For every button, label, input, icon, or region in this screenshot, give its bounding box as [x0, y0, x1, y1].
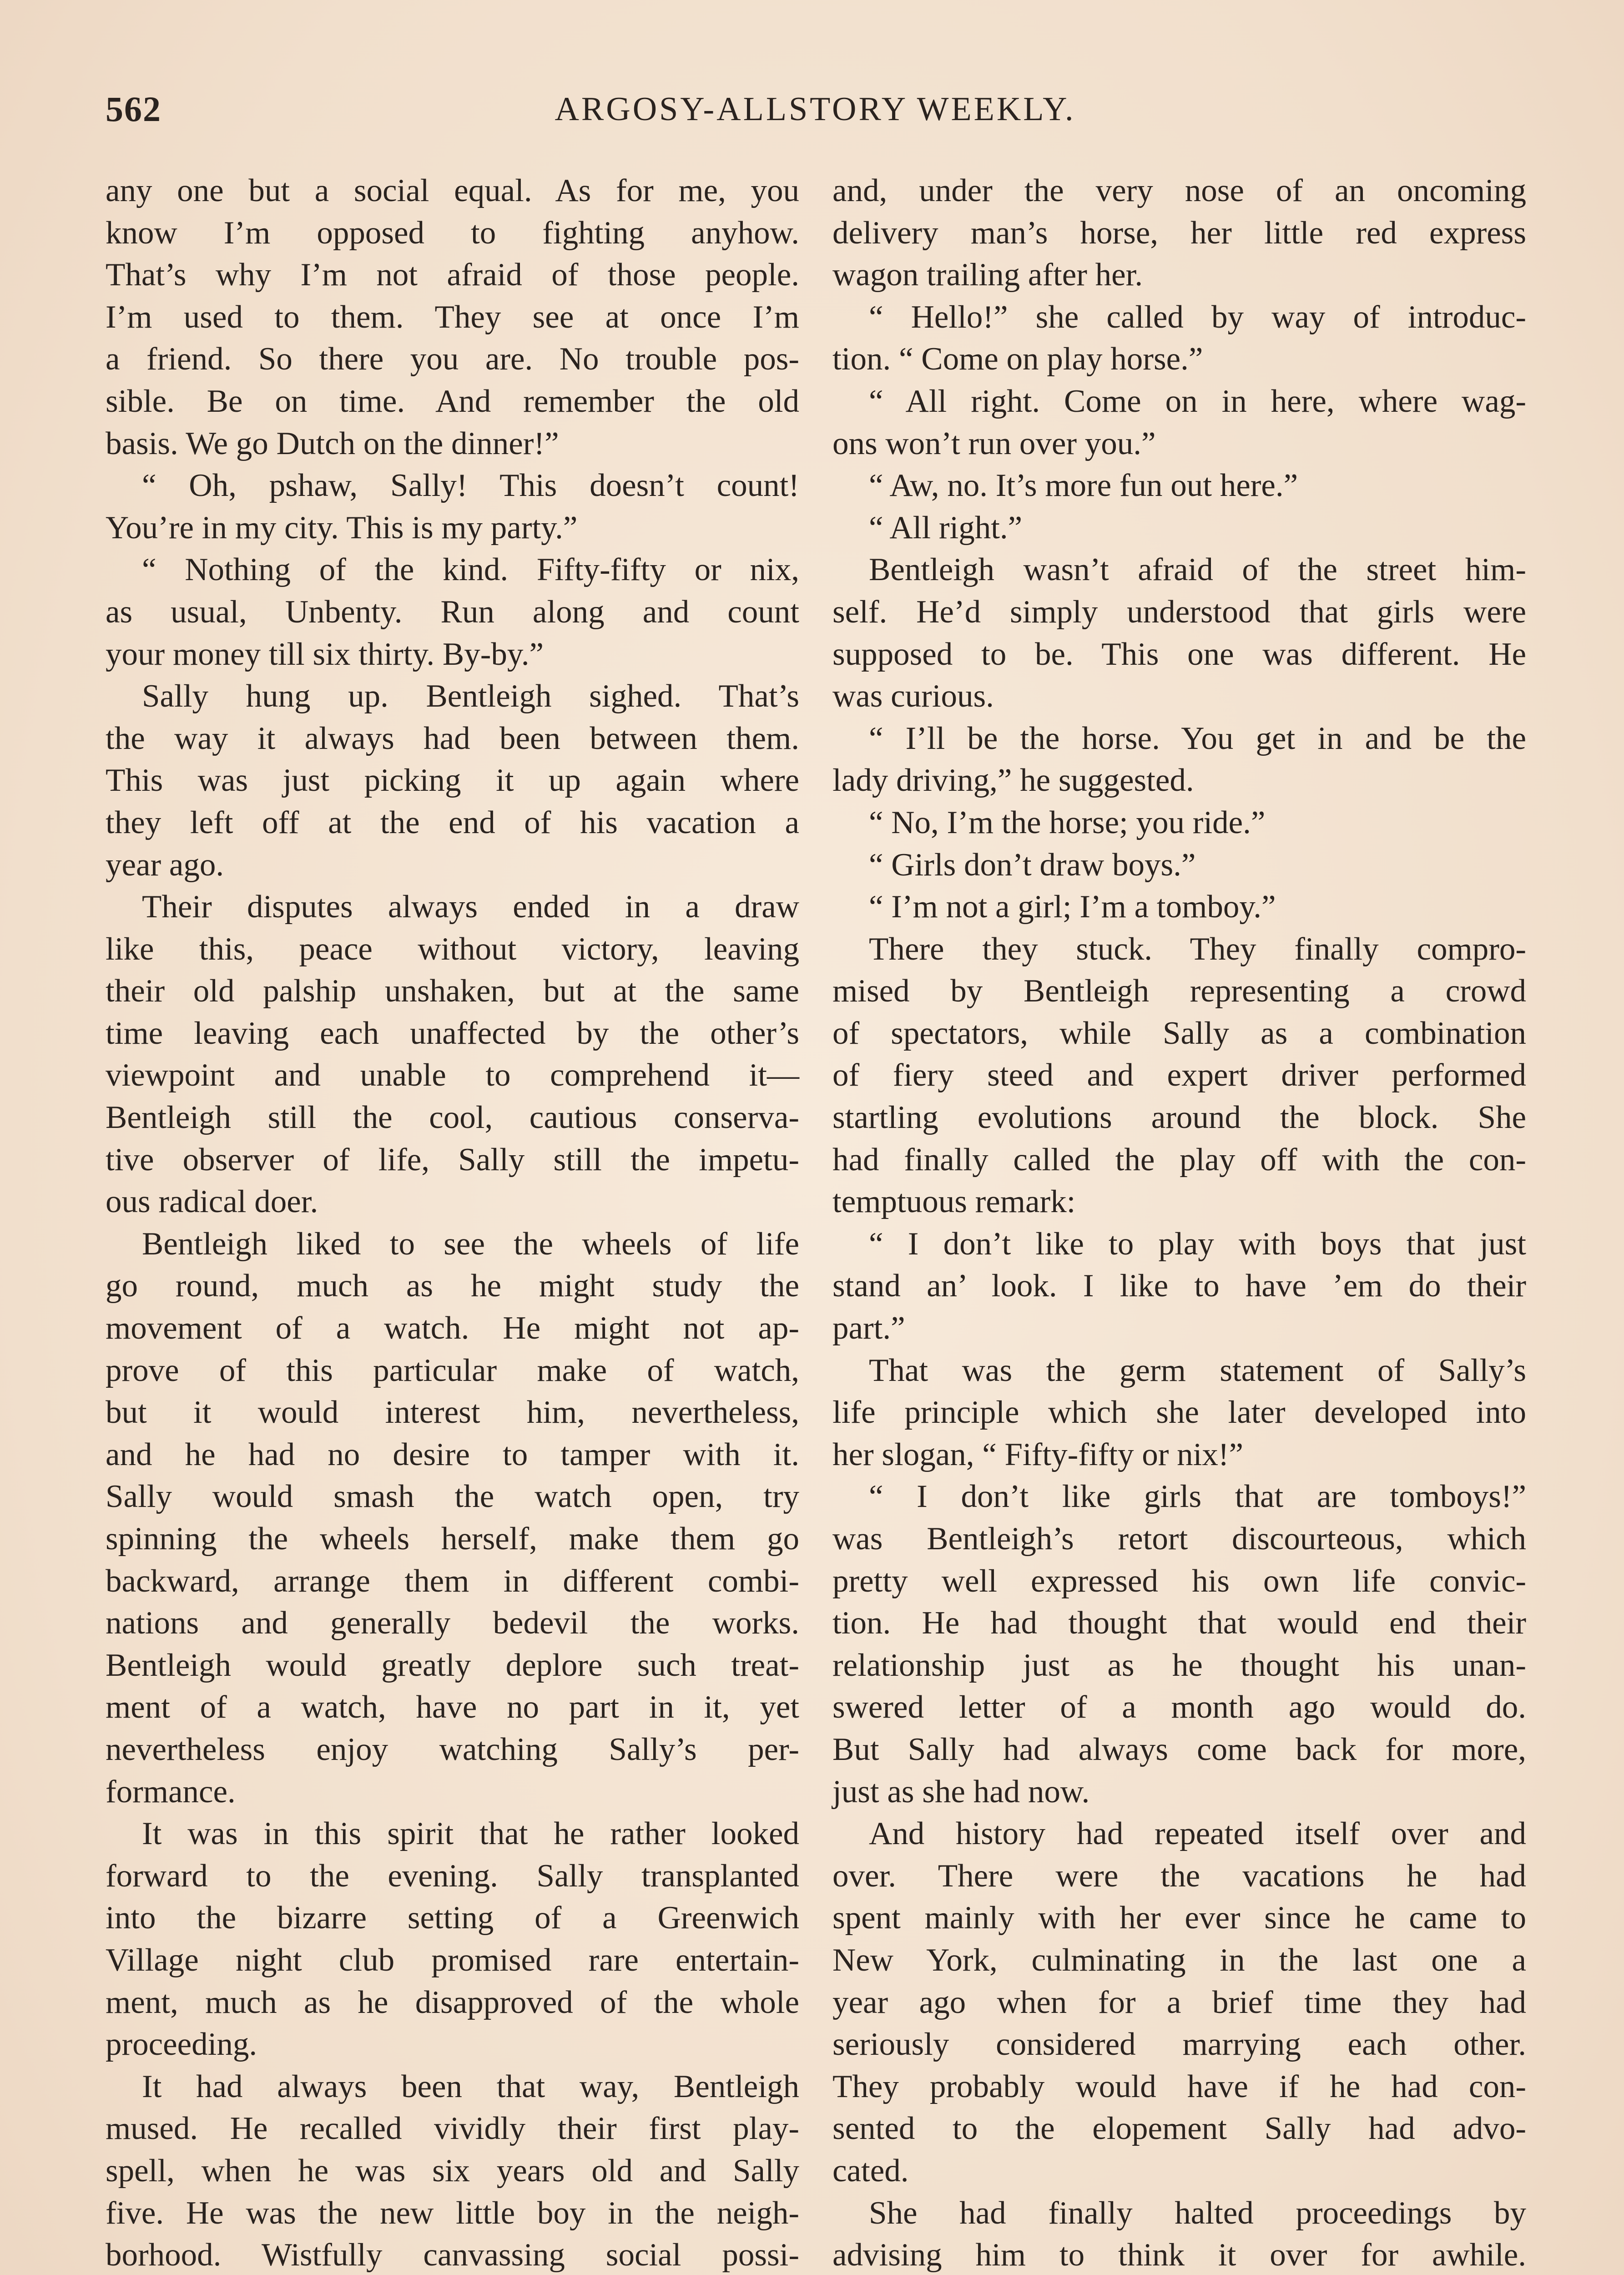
text-line: swered letter of a month ago would do.	[832, 1689, 1526, 1725]
text-line: temptuous remark:	[832, 1184, 1076, 1220]
text-line: Bentleigh would greatly deplore such treat-	[106, 1647, 799, 1683]
text-line: seriously considered marrying each other.	[832, 2027, 1526, 2063]
text-line: viewpoint and unable to comprehend it—	[106, 1057, 799, 1093]
text-line: cated.	[832, 2153, 909, 2189]
page-header	[106, 84, 1525, 134]
text-line: New York, culminating in the last one a	[832, 1942, 1526, 1978]
text-line: ment of a watch, have no part in it, yet	[106, 1689, 799, 1725]
text-line: life principle which she later developed into	[832, 1395, 1526, 1431]
text-line: ous radical doer.	[106, 1184, 318, 1220]
text-line: part.”	[832, 1310, 905, 1346]
text-line: delivery man’s horse, her little red express	[832, 215, 1526, 251]
text-line: five. He was the new little boy in the neigh-	[106, 2195, 799, 2231]
text-line: and, under the very nose of an oncoming	[832, 173, 1526, 208]
text-line: just as she had now.	[832, 1774, 1090, 1810]
text-line: “ Aw, no. It’s more fun out here.”	[869, 468, 1298, 504]
text-line: time leaving each unaffected by the other’s	[106, 1015, 799, 1051]
text-line: nevertheless enjoy watching Sally’s per-	[106, 1731, 799, 1767]
text-line: But Sally had always come back for more,	[832, 1731, 1526, 1767]
text-line: “ All right. Come on in here, where wag-	[869, 383, 1526, 419]
text-line: lady driving,” he suggested.	[832, 763, 1194, 799]
text-line: year ago when for a brief time they had	[832, 1984, 1526, 2020]
text-line: like this, peace without victory, leaving	[106, 931, 799, 967]
text-line: That was the germ statement of Sally’s	[869, 1352, 1526, 1388]
text-line: borhood. Wistfully canvassing social possi-	[106, 2237, 799, 2273]
text-line: sible. Be on time. And remember the old	[106, 383, 799, 419]
right-column	[832, 170, 1526, 2275]
text-line: any one but a social equal. As for me, you	[106, 173, 799, 208]
text-line: And history had repeated itself over and	[869, 1816, 1526, 1852]
text-line: They probably would have if he had con-	[832, 2068, 1526, 2104]
text-line: ons won’t run over you.”	[832, 425, 1156, 461]
text-line: Bentleigh still the cool, cautious conserva-	[106, 1100, 799, 1136]
left-column	[106, 170, 799, 2275]
text-line: a friend. So there you are. No trouble pos-	[106, 341, 799, 377]
text-line: they left off at the end of his vacation a	[106, 804, 799, 840]
text-line: “ I don’t like to play with boys that just	[869, 1226, 1526, 1262]
text-line: into the bizarre setting of a Greenwich	[106, 1900, 799, 1936]
text-line: stand an’ look. I like to have ’em do their	[832, 1268, 1526, 1304]
running-head: ARGOSY-ALLSTORY WEEKLY.	[555, 91, 1076, 128]
text-line: formance.	[106, 1774, 236, 1810]
text-line: over. There were the vacations he had	[832, 1858, 1526, 1894]
text-line: as usual, Unbenty. Run along and count	[106, 594, 799, 630]
text-line: nations and generally bedevil the works.	[106, 1605, 799, 1641]
text-line: I’m used to them. They see at once I’m	[106, 299, 799, 335]
text-line: tion. He had thought that would end their	[832, 1605, 1526, 1641]
text-line: her slogan, “ Fifty-fifty or nix!”	[832, 1436, 1244, 1472]
text-line: relationship just as he thought his unan-	[832, 1647, 1526, 1683]
text-line: their old palship unshaken, but at the same	[106, 973, 799, 1009]
text-line: Their disputes always ended in a draw	[142, 889, 799, 925]
text-line: go round, much as he might study the	[106, 1268, 799, 1304]
text-line: spinning the wheels herself, make them go	[106, 1521, 799, 1557]
text-line: It had always been that way, Bentleigh	[142, 2068, 799, 2104]
text-line: Bentleigh liked to see the wheels of life	[142, 1226, 799, 1262]
text-line: forward to the evening. Sally transplanted	[106, 1858, 799, 1894]
text-line: of spectators, while Sally as a combination	[832, 1015, 1526, 1051]
text-line: “ Girls don’t draw boys.”	[869, 847, 1196, 883]
text-line: “ All right.”	[869, 510, 1023, 546]
text-line: It was in this spirit that he rather looked	[142, 1816, 799, 1852]
text-line: self. He’d simply understood that girls were	[832, 594, 1526, 630]
text-line: “ I’ll be the horse. You get in and be the	[869, 720, 1526, 756]
text-line: “ I don’t like girls that are tomboys!”	[869, 1479, 1526, 1515]
text-line: tion. “ Come on play horse.”	[832, 341, 1203, 377]
text-line: proceeding.	[106, 2027, 257, 2063]
text-line: backward, arrange them in different combi-	[106, 1563, 799, 1599]
text-line: tive observer of life, Sally still the impetu-	[106, 1142, 799, 1178]
text-line: Village night club promised rare entertain-	[106, 1942, 799, 1978]
text-line: sented to the elopement Sally had advo-	[832, 2111, 1526, 2147]
text-line: movement of a watch. He might not ap-	[106, 1310, 799, 1346]
page-number: 562	[106, 89, 161, 129]
text-line: your money till six thirty. By-by.”	[106, 636, 544, 672]
text-line: pretty well expressed his own life convic-	[832, 1563, 1526, 1599]
text-line: This was just picking it up again where	[106, 763, 799, 799]
text-line: You’re in my city. This is my party.”	[106, 510, 578, 546]
text-line: “ Oh, pshaw, Sally! This doesn’t count!	[142, 468, 799, 504]
text-line: “ No, I’m the horse; you ride.”	[869, 804, 1266, 840]
text-line: of fiery steed and expert driver performed	[832, 1057, 1526, 1093]
text-line: spell, when he was six years old and Sally	[106, 2153, 799, 2189]
text-line: ment, much as he disapproved of the whole	[106, 1984, 799, 2020]
text-line: Sally would smash the watch open, try	[106, 1479, 799, 1515]
text-line: startling evolutions around the block. She	[832, 1100, 1526, 1136]
text-line: She had finally halted proceedings by	[869, 2195, 1526, 2231]
text-line: spent mainly with her ever since he came to	[832, 1900, 1526, 1936]
text-line: know I’m opposed to fighting anyhow.	[106, 215, 799, 251]
text-line: was Bentleigh’s retort discourteous, which	[832, 1521, 1526, 1557]
text-line: advising him to think it over for awhile.	[832, 2237, 1526, 2273]
text-line: the way it always had been between them.	[106, 720, 799, 756]
text-line: Bentleigh wasn’t afraid of the street him-	[869, 552, 1526, 588]
text-line: was curious.	[832, 678, 994, 714]
text-line: supposed to be. This one was different. He	[832, 636, 1526, 672]
text-line: Sally hung up. Bentleigh sighed. That’s	[142, 678, 799, 714]
text-line: prove of this particular make of watch,	[106, 1352, 799, 1388]
text-line: There they stuck. They finally compro-	[869, 931, 1526, 967]
text-line: year ago.	[106, 847, 224, 883]
text-line: wagon trailing after her.	[832, 257, 1143, 293]
text-line: basis. We go Dutch on the dinner!”	[106, 425, 559, 461]
text-line: mised by Bentleigh representing a crowd	[832, 973, 1526, 1009]
text-line: “ Hello!” she called by way of introduc-	[869, 299, 1526, 335]
text-line: “ Nothing of the kind. Fifty-fifty or nix,	[142, 552, 799, 588]
text-line: “ I’m not a girl; I’m a tomboy.”	[869, 889, 1276, 925]
text-line: mused. He recalled vividly their first play-	[106, 2111, 799, 2147]
text-line: and he had no desire to tamper with it.	[106, 1436, 799, 1472]
text-line: but it would interest him, nevertheless,	[106, 1395, 799, 1431]
text-line: had finally called the play off with the con-	[832, 1142, 1526, 1178]
text-line: That’s why I’m not afraid of those people.	[106, 257, 799, 293]
